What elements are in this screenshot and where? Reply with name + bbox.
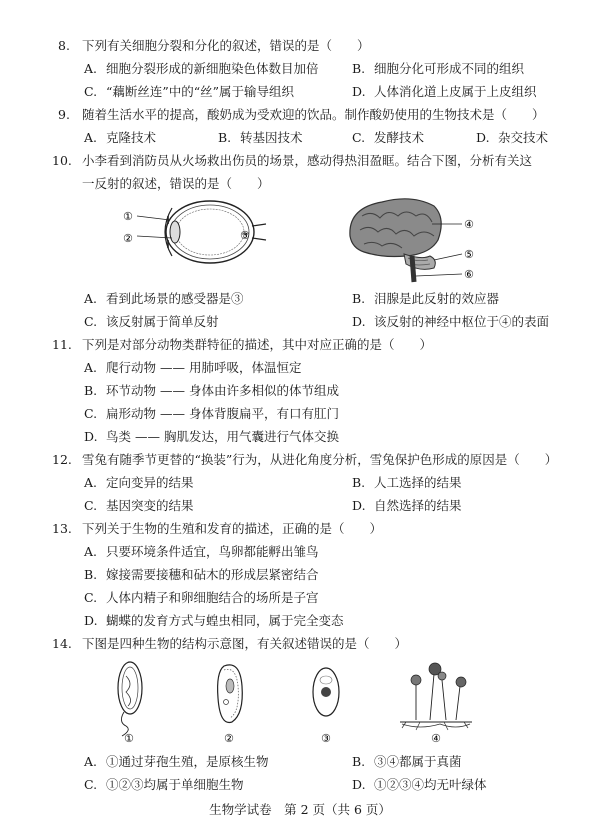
option-b[interactable]	[352, 289, 499, 307]
option-text: 扁形动物 —— 身体背腹扁平，有口有肛门	[106, 406, 339, 421]
question-stem: 随着生活水平的提高，酸奶成为受欢迎的饮品。制作酸奶使用的生物技术是（ ）	[82, 107, 545, 122]
option-letter: D.	[84, 429, 98, 444]
option-text: ①通过芽孢生殖，是原核生物	[106, 754, 269, 769]
option-text: 转基因技术	[240, 130, 303, 145]
option-a[interactable]	[84, 358, 301, 376]
option-letter: D.	[352, 498, 366, 513]
bacterium-figure	[118, 662, 142, 736]
option-text: 鸟类 —— 胸肌发达，用气囊进行气体交换	[106, 429, 339, 444]
option-letter: D.	[352, 777, 366, 792]
question-number: 14.	[52, 636, 72, 651]
option-letter: D.	[352, 314, 366, 329]
question-10	[52, 151, 532, 169]
option-d[interactable]	[476, 128, 548, 146]
option-letter: D.	[476, 130, 490, 145]
organisms-diagram	[100, 656, 490, 746]
option-c[interactable]	[84, 588, 319, 606]
question-stem: 下列关于生物的生殖和发育的描述，正确的是（ ）	[82, 521, 383, 536]
option-letter: A.	[84, 61, 98, 76]
paramecium-figure	[218, 665, 243, 723]
eye-diagram	[120, 194, 270, 274]
option-letter: B.	[84, 567, 98, 582]
page-footer: 生物学试卷 第 2 页（共 6 页）	[209, 802, 391, 817]
option-letter: C.	[84, 314, 98, 329]
option-letter: C.	[84, 406, 98, 421]
option-letter: A.	[84, 130, 98, 145]
option-letter: A.	[84, 475, 98, 490]
question-number: 9.	[58, 107, 70, 122]
option-letter: A.	[84, 754, 98, 769]
option-text: 人体内精子和卵细胞结合的场所是子宫	[106, 590, 319, 605]
option-text: 该反射属于简单反射	[106, 314, 219, 329]
option-text: 泪腺是此反射的效应器	[374, 291, 500, 306]
question-stem: 雪兔有随季节更替的“换装”行为，从进化角度分析，雪兔保护色形成的原因是（ ）	[82, 452, 558, 467]
option-letter: A.	[84, 291, 98, 306]
option-text: 嫁接需要接穗和砧木的形成层紧密结合	[106, 567, 319, 582]
question-stem-continued: 一反射的叙述，错误的是（ ）	[82, 176, 270, 191]
option-text: 该反射的神经中枢位于④的表面	[374, 314, 550, 329]
option-d[interactable]	[352, 775, 487, 793]
eye-label-1	[123, 210, 133, 223]
option-letter: B.	[352, 61, 366, 76]
brain-label-4	[464, 218, 474, 231]
option-text: 细胞分化可形成不同的组织	[374, 61, 525, 76]
option-c[interactable]	[84, 496, 194, 514]
option-letter: B.	[218, 130, 232, 145]
option-letter: A.	[84, 360, 98, 375]
question-number: 12.	[52, 452, 72, 467]
option-letter: B.	[352, 291, 366, 306]
figure-label-2	[224, 732, 234, 745]
figure-label-1	[124, 732, 134, 745]
option-text: 蝴蝶的发育方式与蝗虫相同，属于完全变态	[106, 613, 344, 628]
yeast-figure	[313, 668, 339, 716]
option-d[interactable]	[352, 82, 537, 100]
option-a[interactable]	[84, 752, 269, 770]
option-b[interactable]	[84, 565, 319, 583]
option-letter: C.	[84, 590, 98, 605]
option-d[interactable]	[84, 427, 339, 445]
option-c[interactable]	[84, 404, 339, 422]
svg-text:④: ④	[431, 732, 441, 745]
eye-label-2	[123, 232, 133, 245]
option-text: 只要环境条件适宜，鸟卵都能孵出雏鸟	[106, 544, 319, 559]
option-text: “藕断丝连”中的“丝”属于输导组织	[106, 84, 295, 99]
option-text: 克隆技术	[106, 130, 157, 145]
option-letter: B.	[352, 754, 366, 769]
option-text: 看到此场景的感受器是③	[106, 291, 244, 306]
option-text: ①②③均属于单细胞生物	[106, 777, 244, 792]
option-d[interactable]	[84, 611, 344, 629]
option-a[interactable]	[84, 128, 156, 146]
question-stem: 下图是四种生物的结构示意图，有关叙述错误的是（ ）	[82, 636, 408, 651]
brain-label-6	[464, 268, 474, 281]
option-text: 爬行动物 —— 用肺呼吸，体温恒定	[106, 360, 302, 375]
option-c[interactable]	[84, 312, 219, 330]
brain-label-5	[464, 248, 474, 261]
option-c[interactable]	[84, 82, 294, 100]
figure-label-4	[431, 732, 441, 745]
option-text: 人体消化道上皮属于上皮组织	[374, 84, 537, 99]
option-text: 发酵技术	[374, 130, 425, 145]
option-d[interactable]	[352, 312, 549, 330]
question-number: 13.	[52, 521, 72, 536]
option-b[interactable]	[352, 473, 462, 491]
figure-label-3	[321, 732, 331, 745]
option-b[interactable]	[84, 381, 339, 399]
mold-figure	[400, 663, 472, 730]
option-a[interactable]	[84, 473, 194, 491]
question-number: 10.	[52, 153, 72, 168]
svg-text:③: ③	[321, 732, 331, 745]
option-letter: B.	[84, 383, 98, 398]
question-number: 11.	[52, 337, 72, 352]
option-text: 杂交技术	[498, 130, 549, 145]
question-stem: 下列是对部分动物类群特征的描述，其中对应正确的是（ ）	[82, 337, 433, 352]
option-b[interactable]	[352, 752, 462, 770]
option-text: ③④都属于真菌	[374, 754, 462, 769]
option-letter: C.	[352, 130, 366, 145]
option-text: ①②③④均无叶绿体	[374, 777, 487, 792]
question-11	[52, 335, 432, 353]
question-14	[52, 634, 407, 652]
option-letter: D.	[84, 613, 98, 628]
option-text: 自然选择的结果	[374, 498, 462, 513]
question-9	[58, 105, 545, 123]
option-a[interactable]	[84, 289, 244, 307]
option-letter: D.	[352, 84, 366, 99]
option-letter: A.	[84, 544, 98, 559]
option-letter: B.	[352, 475, 366, 490]
option-c[interactable]	[352, 128, 424, 146]
option-text: 细胞分裂形成的新细胞染色体数目加倍	[106, 61, 319, 76]
option-text: 基因突变的结果	[106, 498, 194, 513]
option-d[interactable]	[352, 496, 462, 514]
svg-text:①: ①	[124, 732, 134, 745]
option-letter: C.	[84, 498, 98, 513]
option-c[interactable]	[84, 775, 244, 793]
option-text: 人工选择的结果	[374, 475, 462, 490]
eye-label-3	[240, 229, 250, 242]
question-12	[52, 450, 557, 468]
svg-text:⑤: ⑤	[464, 248, 474, 261]
option-letter: C.	[84, 777, 98, 792]
brain-diagram	[342, 196, 492, 284]
option-a[interactable]	[84, 59, 319, 77]
option-text: 定向变异的结果	[106, 475, 194, 490]
question-number: 8.	[58, 38, 70, 53]
question-8	[58, 36, 370, 54]
svg-text:④: ④	[464, 218, 474, 231]
question-stem: 小李看到消防员从火场救出伤员的场景，感动得热泪盈眶。结合下图，分析有关这	[82, 153, 533, 168]
svg-text:③: ③	[240, 229, 250, 242]
option-letter: C.	[84, 84, 98, 99]
option-text: 环节动物 —— 身体由许多相似的体节组成	[106, 383, 339, 398]
question-13	[52, 519, 382, 537]
option-b[interactable]	[352, 59, 524, 77]
svg-text:②: ②	[224, 732, 234, 745]
option-a[interactable]	[84, 542, 319, 560]
svg-text:①: ①	[123, 210, 133, 223]
question-stem: 下列有关细胞分裂和分化的叙述，错误的是（ ）	[82, 38, 370, 53]
option-b[interactable]	[218, 128, 303, 146]
svg-text:⑥: ⑥	[464, 268, 474, 281]
svg-text:②: ②	[123, 232, 133, 245]
